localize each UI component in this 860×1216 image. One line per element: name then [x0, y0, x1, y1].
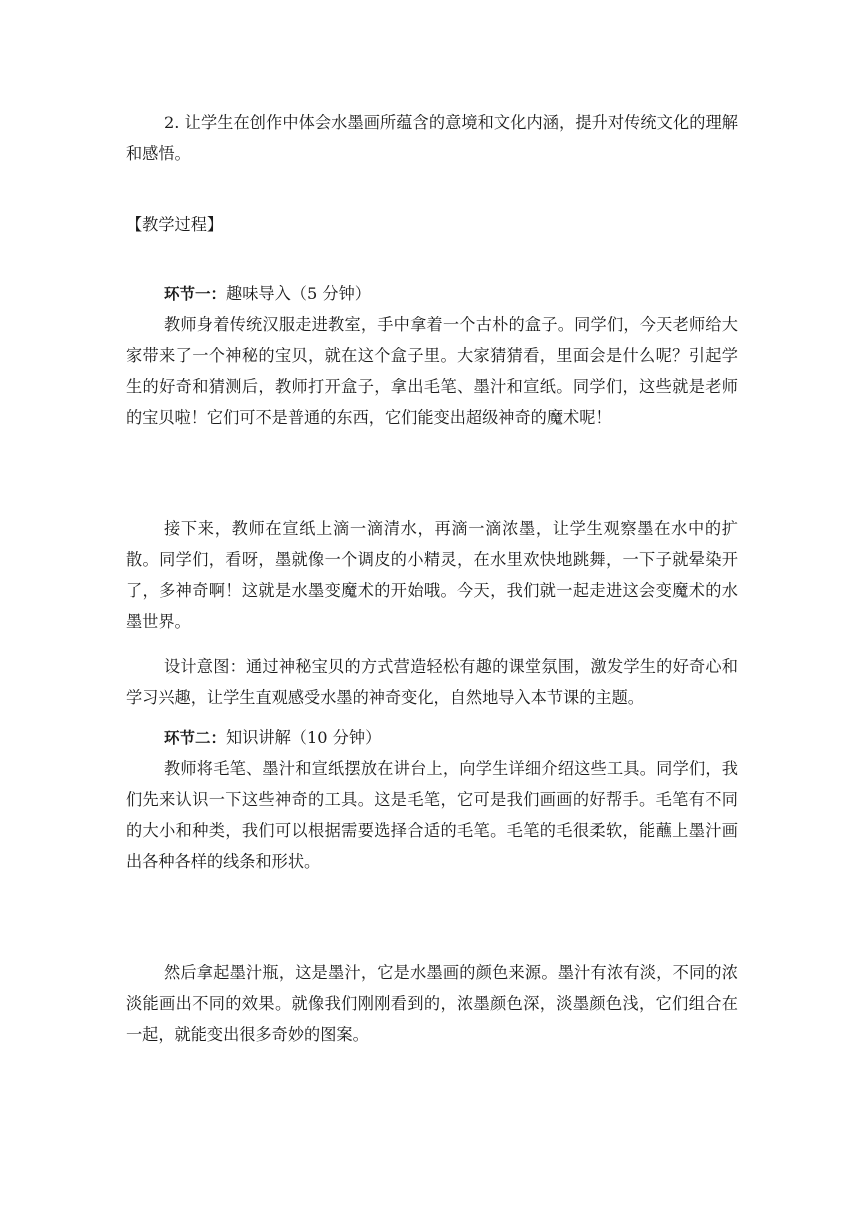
section1-title: 趣味导入（5 分钟）	[226, 284, 371, 303]
section1-label: 环节一：	[164, 285, 227, 303]
objective-paragraph: 2. 让学生在创作中体会水墨画所蕴含的意境和文化内涵，提升对传统文化的理解和感悟。	[126, 113, 738, 163]
teaching-process-heading: 【教学过程】	[126, 215, 224, 234]
section2-heading	[126, 722, 381, 754]
section2-label: 环节二：	[164, 729, 227, 747]
ink-bottle-paragraph: 然后拿起墨汁瓶，这是墨汁，它是水墨画的颜色来源。墨汁有浓有淡，不同的浓淡能画出不同的效果。就像我们刚刚看到的，浓墨颜色深，淡墨颜色浅，它们组合在一起，就能变出很多奇妙的图案。	[126, 963, 738, 1044]
section1-paragraph: 教师身着传统汉服走进教室，手中拿着一个古朴的盒子。同学们，今天老师给大家带来了一个神秘的宝贝，就在这个盒子里。大家猜猜看，里面会是什么呢？引起学生的好奇和猜测后，教师打开盒子，拿出毛笔、墨汁和宣纸。同学们，这些就是老师的宝贝啦！它们可不是普通的东西，它们能变出超级神奇的魔术呢！	[126, 315, 738, 427]
section1-heading	[126, 278, 371, 310]
section2-paragraph: 教师将毛笔、墨汁和宣纸摆放在讲台上，向学生详细介绍这些工具。同学们，我们先来认识一下这些神奇的工具。这是毛笔，它可是我们画画的好帮手。毛笔有不同的大小和种类，我们可以根据需要选择合适的毛笔。毛笔的毛很柔软，能蘸上墨汁画出各种各样的线条和形状。	[126, 759, 738, 871]
design-intent-paragraph: 设计意图：通过神秘宝贝的方式营造轻松有趣的课堂氛围，激发学生的好奇心和学习兴趣，让学生直观感受水墨的神奇变化，自然地导入本节课的主题。	[126, 657, 738, 707]
section2-title: 知识讲解（10 分钟）	[226, 728, 382, 747]
ink-demo-paragraph: 接下来，教师在宣纸上滴一滴清水，再滴一滴浓墨，让学生观察墨在水中的扩散。同学们，看呀，墨就像一个调皮的小精灵，在水里欢快地跳舞，一下子就晕染开了，多神奇啊！这就是水墨变魔术的开始哦。今天，我们就一起走进这会变魔术的水墨世界。	[126, 519, 738, 631]
